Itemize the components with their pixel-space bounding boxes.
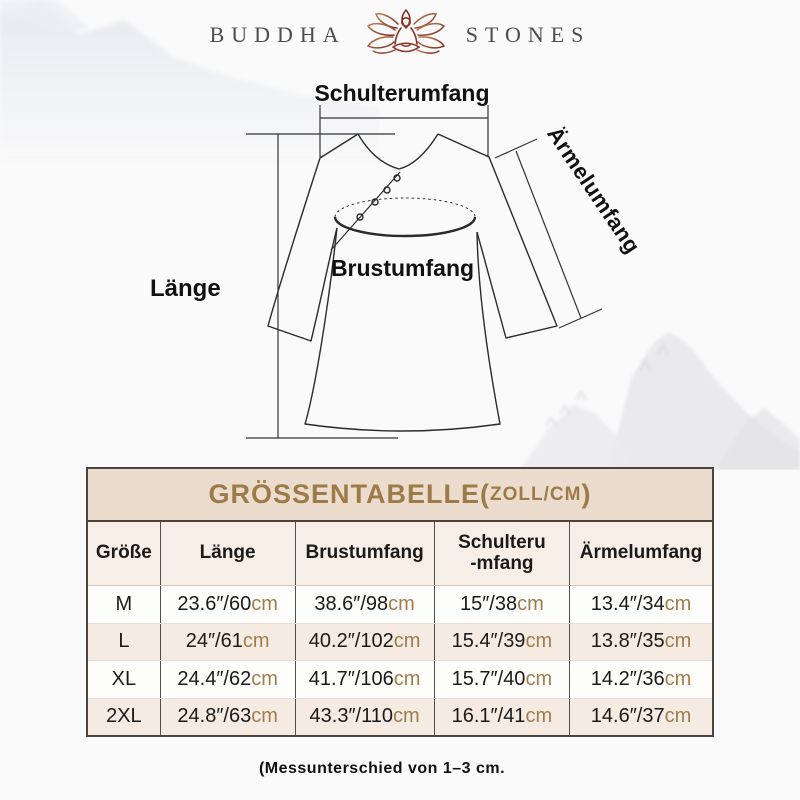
brand-word-left: BUDDHA (209, 22, 346, 47)
length-value: 24.8″/63 cm (160, 699, 295, 736)
brand-header (0, 6, 800, 64)
table-row-l (88, 623, 712, 661)
shoulder-value: 15″/38 cm (434, 586, 569, 623)
size-table-title-units: ZOLL/CM (490, 483, 582, 505)
sleeve-value: 13.8″/35 cm (569, 624, 712, 661)
shoulder-value: 16.1″/41 cm (434, 699, 569, 736)
chest-value: 41.7″/106 cm (295, 661, 434, 698)
chest-value: 40.2″/102 cm (295, 624, 434, 661)
sleeve-measure-label: Ärmelumfang (542, 122, 646, 259)
length-value: 24.4″/62 cm (160, 661, 295, 698)
size-table-header-row (88, 522, 712, 586)
lotus-logo-icon (364, 9, 448, 61)
size-value: XL (111, 667, 137, 690)
size-value: L (118, 630, 130, 653)
shoulder-value: 15.7″/40 cm (434, 661, 569, 698)
table-row-m (88, 586, 712, 623)
shoulder-value: 15.4″/39 cm (434, 624, 569, 661)
length-value: 23.6″/60 cm (160, 586, 295, 623)
sleeve-value: 13.4″/34 cm (569, 586, 712, 623)
brand-word-right: STONES (465, 22, 591, 47)
size-value: 2XL (106, 705, 142, 728)
size-table-title-close: ) (581, 479, 592, 509)
size-value: M (115, 592, 133, 615)
column-header-shoulder: Schulteru -mfang (434, 522, 569, 585)
chest-value: 38.6″/98 cm (295, 586, 434, 623)
column-header-sleeve: Ärmelumfang (569, 522, 712, 585)
column-header-size: Größe (95, 542, 152, 564)
measurement-disclaimer: (Messunterschied von 1–3 cm. (258, 760, 506, 777)
table-row-xl (88, 660, 712, 698)
sleeve-value: 14.6″/37 cm (569, 699, 712, 736)
length-measure-label: Länge (150, 275, 221, 302)
size-table-title-main: GRÖSSENTABELLE( (208, 479, 491, 509)
size-table-title (88, 469, 712, 522)
shoulder-measure-label: Schulterumfang (314, 80, 490, 106)
column-header-chest: Brustumfang (295, 522, 434, 585)
sleeve-value: 14.2″/36 cm (569, 661, 712, 698)
chest-measure-label: Brustumfang (330, 255, 475, 281)
table-row-2xl (88, 698, 712, 736)
chest-value: 43.3″/110 cm (295, 699, 434, 736)
length-value: 24″/61 cm (160, 624, 295, 661)
column-header-length: Länge (160, 522, 295, 585)
size-table (86, 467, 714, 737)
